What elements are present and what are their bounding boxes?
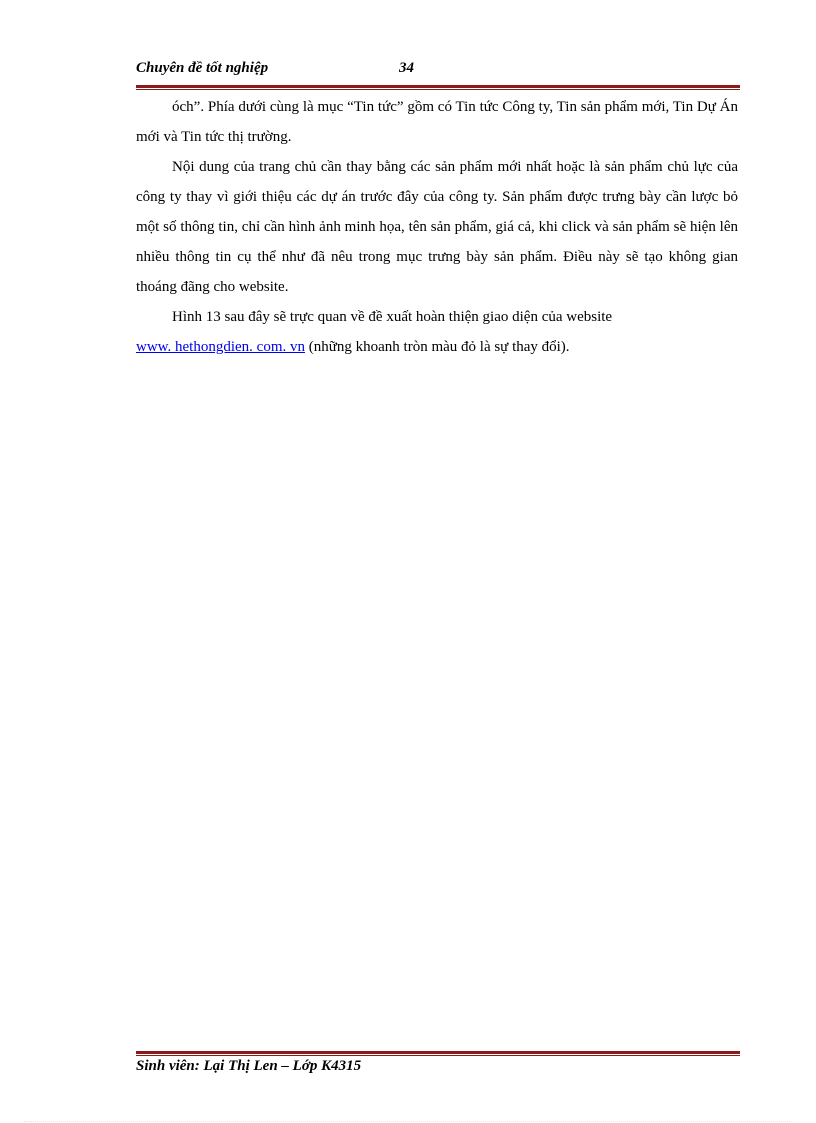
paragraph-3: [136, 302, 738, 362]
paragraph-2: Nội dung của trang chủ cần thay bằng các sản phẩm mới nhất hoặc là sản phẩm chủ lực của công ty thay vì giới thiệu các dự án trước đây của công ty. Sản phẩm được trưng bày cần lược bỏ một số thông tin, chỉ cần hình ảnh minh họa, tên sản phẩm, giá cả, khi click và sản phẩm sẽ hiện lên nhiều thông tin cụ thể như đã nêu trong mục trưng bày sản phẩm. Điều này sẽ tạo không gian thoáng đãng cho website.: [136, 159, 738, 295]
page-header: [136, 60, 740, 82]
paragraph-1: óch”. Phía dưới cùng là mục “Tin tức” gồm có Tin tức Công ty, Tin sản phẩm mới, Tin Dự Án mới và Tin tức thị trường.: [136, 99, 738, 145]
footer-rule: [136, 1051, 740, 1056]
paragraph-3-text: Hình 13 sau đây sẽ trực quan về đề xuất hoàn thiện giao diện của website: [172, 309, 613, 325]
header-rule: [136, 85, 740, 90]
body-text: [136, 92, 738, 362]
paragraph-3-tail: (những khoanh tròn màu đỏ là sự thay đổi).: [305, 339, 570, 355]
page-number: 34: [399, 60, 414, 76]
header-title: Chuyên đề tốt nghiệp: [136, 60, 269, 76]
website-link[interactable]: www. hethongdien. com. vn: [136, 339, 305, 355]
page-footer: Sinh viên: Lại Thị Len – Lớp K4315: [136, 1058, 362, 1074]
page-bottom-edge: [24, 1121, 792, 1122]
